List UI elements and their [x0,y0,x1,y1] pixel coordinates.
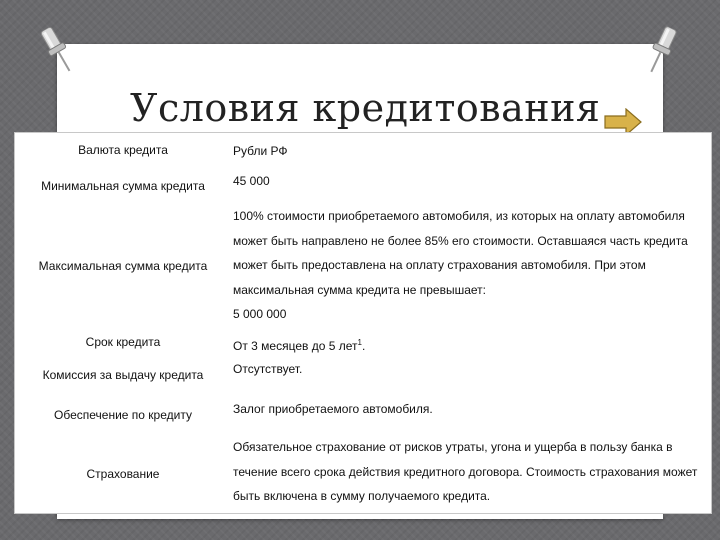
row-label: Срок кредита [85,335,161,349]
row-value: 45 000 [233,174,270,188]
row-label: Валюта кредита [78,143,168,157]
row-value-text: От 3 месяцев до 5 лет [233,339,358,353]
row-value: Обязательное страхование от рисков утраты, угона и ущерба в пользу банка в течение всего срока действия кредитного договора. Стоимость страхования может быть включена в сумму получаемого кредита. [233,440,698,503]
row-value-text: 100% стоимости приобретаемого автомобиля, из которых на оплату автомобиля может быть направлено не более 85% его стоимости. Оставшаяся часть кредита может быть предоставлена на оплату страхования автомобиля. При этом максимальная сумма кредита не превышает: [233,209,688,297]
row-value-tail: . [361,339,366,353]
row-label: Страхование [86,467,160,481]
row-value: Рубли РФ [233,144,288,158]
row-value [233,335,705,354]
row-label: Минимальная сумма кредита [41,179,205,193]
row-value [233,204,705,327]
footnote-marker: 1 [357,338,362,347]
row-label: Обеспечение по кредиту [54,408,192,422]
row-label: Максимальная сумма кредита [38,259,208,273]
row-label: Комиссия за выдачу кредита [42,368,204,382]
row-value-amount: 5 000 000 [233,307,287,321]
row-value: Отсутствует. [233,362,303,376]
credit-terms-table [14,132,712,514]
row-value: Залог приобретаемого автомобиля. [233,402,433,416]
page-title: Условия кредитования [130,86,601,130]
